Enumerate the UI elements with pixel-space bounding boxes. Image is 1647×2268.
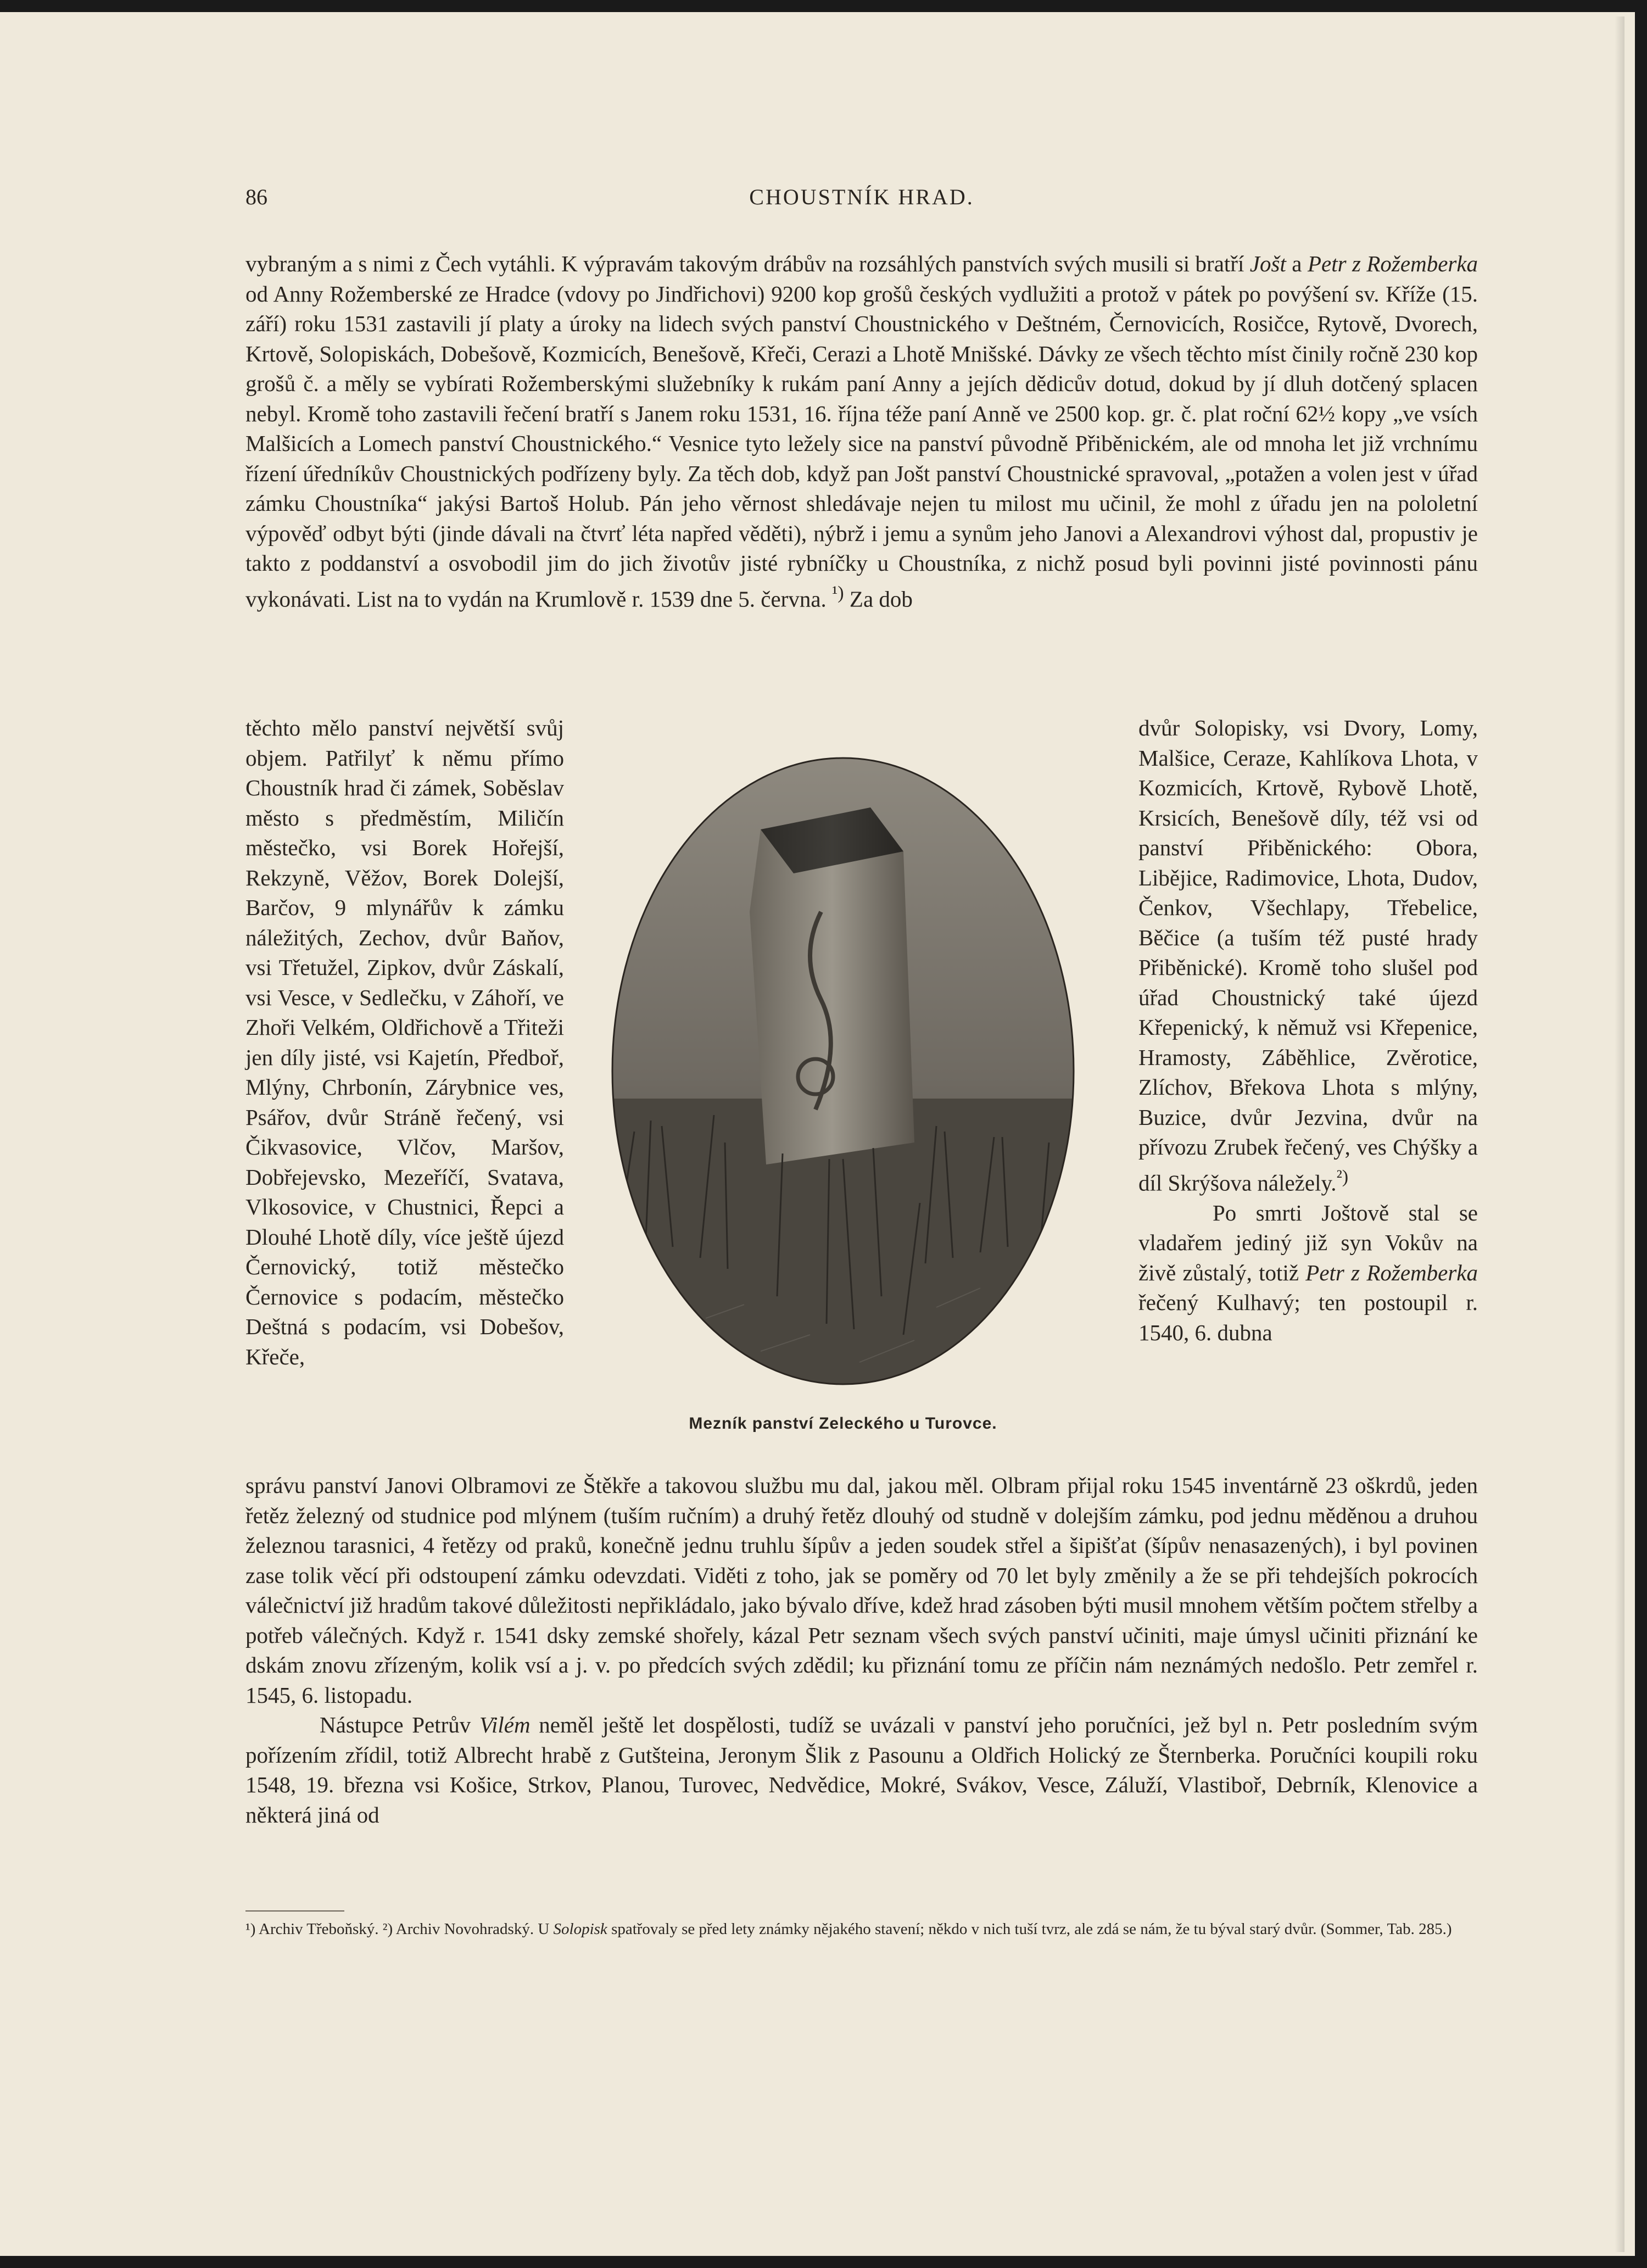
scan-border-bottom: [0, 2256, 1647, 2268]
body-text-top: [245, 249, 1478, 614]
scan-border-right: [1635, 0, 1647, 2268]
boundary-stone-figure: [596, 747, 1090, 1455]
footnote-2: ²) Archiv Novohradský. U Solopisk spatřovaly se před lety známky nějakého stavení; někdo v nich tuší tvrz, ale zdá se nám, že tu býval starý dvůr. (Sommer, Tab. 285.): [382, 1920, 1452, 1938]
page-header: [245, 184, 1478, 217]
left-column-text: těchto mělo panství největší svůj objem. Patřilyť k němu přímo Choustník hrad či zámek, Soběslav město s předměstím, Miličín městečko, vsi Borek Hořejší, Rekzyně, Věžov, Borek Dolejší, Barčov, 9 mlynářův k zámku náležitých, Zechov, dvůr Baňov, vsi Třetužel, Zipkov, dvůr Záskalí, vsi Vesce, v Sedlečku, v Záhoří, ve Zhoři Velkém, Oldřichově a Třiteži jen díly jisté, vsi Kajetín, Předboř, Mlýny, Chrbonín, Zárybnice ves, Psářov, dvůr Stráně řečený, vsi Čikvasovice, Vlčov, Maršov, Dobřejevsko, Mezeříčí, Svatava, Vlkosovice, v Chustnici, Řepci a Dlouhé Lhotě díly, více ještě újezd Černovický, totiž městečko Černovice s podacím, městečko Deštná s podacím, vsi Dobešov, Křeče,: [245, 715, 564, 1369]
paragraph: Nástupce Petrův Vilém neměl ještě let dospělosti, tudíž se uvázali v panství jeho poručníci, jež byl n. Petr posledním svým pořízením zřídil, totiž Albrecht hrabě z Gutšteina, Jeronym Šlik z Pasounu a Oldřich Holický ze Šternberka. Poručníci koupili roku 1548, 19. března vsi Košice, Strkov, Planou, Turovec, Nedvědice, Mokré, Svákov, Vesce, Záluží, Vlastiboř, Debrník, Klenovice a některá jiná od: [245, 1712, 1478, 1827]
page-number: 86: [245, 185, 267, 209]
footnotes: [245, 1919, 1478, 1940]
person-name: Petr z Rožemberka: [1305, 1260, 1478, 1285]
footnote-mark: ²): [1336, 1166, 1349, 1187]
scan-border-top: [0, 0, 1647, 12]
footnote-divider: [245, 1910, 344, 1912]
right-column-text: dvůr Solopisky, vsi Dvory, Lomy, Malšice, Ceraze, Kahlíkova Lhota, v Kozmicích, Krtově, Rybově Lhotě, Krsicích, Benešově díly, též vsi od panství Přiběnického: Obora, Liběјice, Radimovice, Lhota, Dudov, Čenkov, Všechlapy, Třebelice, Běčice (a tuším též pusté hrady Přiběnické). Kromě toho slušel pod úřad Choustnický také újezd Křepenický, k němuž vsi Křepenice, Hramosty, Záběhlice, Zvěrotice, Zlíchov, Břekova Lhota s mlýny, Buzice, dvůr Jezvina, dvůr na přívozu Zrubek řečený, ves Chýšky a díl Skrýšova náležely.$^{^2)}$ Po smrti Joštově stal se vladařem jediný již syn Vokův na živě zůstalý, totiž Petr z Rožemberka řečený Kulhavý; ten postoupil r. 1540, 6. dubna: [1138, 715, 1478, 1345]
footnote-mark: ¹): [832, 582, 844, 603]
person-name: Vilém: [479, 1712, 531, 1737]
page-edge-shadow: [1615, 16, 1624, 2252]
footnote-1: ¹) Archiv Třeboňský.: [245, 1920, 379, 1938]
person-name: Jošt: [1249, 251, 1286, 276]
paragraph: vybraným a s nimi z Čech vytáhli. K výpravám takovým drábův na rozsáhlých panstvích svých musili si bratří Jošt a Petr z Rožemberka od Anny Rožemberské ze Hradce (vdovy po Jindřichovi) 9200 kop grošů českých vydlužiti a protož v pátek po povýšení sv. Kříže (15. září) roku 1531 zastavili jí platy a úroky na lidech svých panství Choustnického v Deštném, Černovicích, Rosičce, Rytově, Dvorech, Krtově, Solopiskách, Dobešově, Kozmicích, Benešově, Křeči, Cerazi a Lhotě Mnišské. Dávky ze všech těchto míst činily ročně 230 kop grošů č. a měly se vybírati Rožemberskými služebníky k rukám paní Anny a jejích dědicův dotud, dokud by jí dluh dotčený splacen nebyl. Kromě toho zastavili řečení bratří s Janem roku 1531, 16. října téže paní Anně ve 2500 kop. gr. č. plat roční 62½ kopy „ve vsích Malšicích a Lomech panství Choustnického.“ Vesnice tyto ležely sice na panství původně Přiběnickém, ale od mnoha let již vrchnímu řízení úředníkův Choustnických podřízeny byly. Za těch dob, když pan Jošt panství Choustnické spravoval, „potažen a volen jest v úřad zámku Choustníka“ jakýsi Bartoš Holub. Pán jeho věrnost shledávaje nejen tu milost mu učinil, že mohl z úřadu jen na pololetní výpověď odbyt býti (jinde dávali na čtvrť léta napřed věděti), nýbrž i jemu a synům jeho Janovi a Alexandrovi výhost dal, propustiv je takto z poddanství a osvobodil jim do jich životův jisté rybníčky u Choustníka, z nichž posud byli povinni jisté povinnosti pánu vykonávati. List na to vydán na Krumlově r. 1539 dne 5. června. $^{^1)}$ Za dob: [245, 251, 1478, 612]
body-text-bottom: [245, 1470, 1478, 1830]
boundary-stone-illustration: [596, 747, 1090, 1406]
figure-caption: Mezník panství Zeleckého u Turovce.: [689, 1414, 997, 1433]
running-title: CHOUSTNÍK HRAD.: [749, 185, 974, 209]
person-name: Petr z Rožemberka: [1307, 251, 1478, 276]
paragraph: správu panství Janovi Olbramovi ze Štěkře a takovou službu mu dal, jakou měl. Olbram přijal roku 1545 inventárně 23 oškrdů, jeden řetěz železný od studnice pod mlýnem (tuším ručním) a druhý řetěz dlouhý od studně v dolejším zámku, pod jednu měděnou a druhou železnou tarasnici, 4 řetězy od praků, konečně jednu truhlu šípův a jeden soudek střel a šipišťat (šípův nenasazených), i byl povinen zase tolik věcí při odstoupení zámku odevzdati. Viděti z toho, jak se poměry od 70 let byly změnily a že se při tehdejších pokrocích válečnictví již hradům takové důležitosti nepřikládalo, jako bývalo dříve, kdež hrad zásoben býti musil mnohem větším počtem střelby a potřeb válečných. Když r. 1541 dsky zemské shořely, kázal Petr seznam všech svých panství učiniti, maje úmysl učiniti přiznání ke dskám znovu zřízeným, kolik vsí a j. v. po předcích svých zdědil; ku přiznání tomu ze příčin nám neznámých nedošlo. Petr zemřel r. 1545, 6. listopadu.: [245, 1473, 1478, 1708]
